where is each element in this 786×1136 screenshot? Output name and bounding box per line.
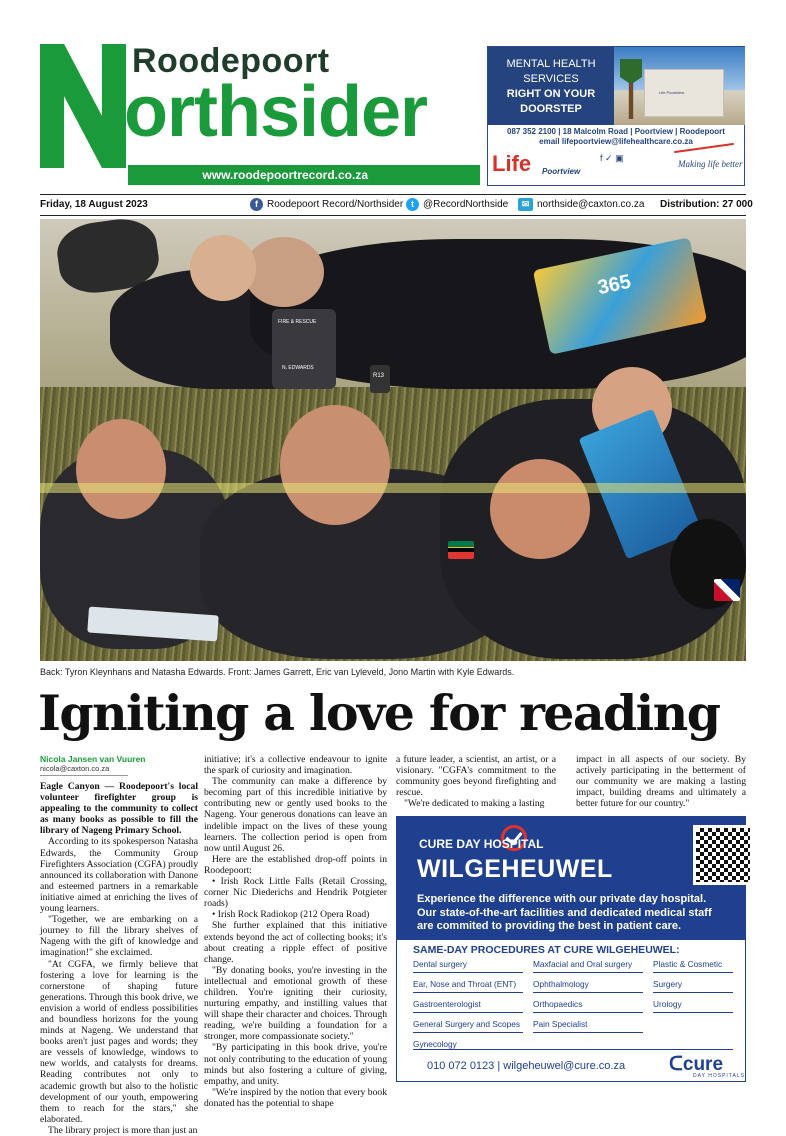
face-kyle: [490, 459, 590, 559]
name-tag: N. EDWARDS: [282, 365, 314, 371]
pitch-line-3: are commited to providing the best in patient care.: [417, 920, 682, 932]
paragraph: "By participating in this book drive, you're not only contributing to the education of young minds but also fostering a culture of giving, empathy, and unity.: [204, 1042, 387, 1087]
article-column-1: [40, 781, 198, 1136]
face-eric: [280, 405, 390, 525]
procedure-item: Maxfacial and Oral surgery: [533, 959, 643, 973]
procedure-item: Gynecology: [413, 1039, 457, 1049]
twitter-link[interactable]: [406, 197, 508, 213]
facebook-label: Roodepoort Record/Northsider: [267, 199, 404, 210]
qr-code-icon[interactable]: [693, 825, 753, 885]
building-image: [644, 69, 724, 117]
uk-flag-icon: [714, 579, 740, 601]
paragraph: "We're dedicated to making a lasting: [404, 798, 545, 810]
photo-caption: Back: Tyron Kleynhans and Natasha Edwards. Front: James Garrett, Eric van Lyleveld, Jono Martin with Kyle Edwards.: [40, 667, 515, 677]
uniform-text: FIRE & RESCUE: [278, 319, 317, 325]
cure-contact[interactable]: 010 072 0123 | wilgeheuwel@cure.co.za: [427, 1060, 626, 1072]
face-james: [76, 419, 166, 519]
cure-logo-text: cure: [682, 1054, 724, 1075]
procedure-item: Dental surgery: [413, 959, 523, 973]
distribution: Distribution: 27 000: [660, 199, 753, 210]
masthead-n-logo: [40, 44, 126, 168]
byline-rule: [40, 775, 128, 776]
poortview-label: Poortview: [542, 167, 581, 176]
paragraph: a future leader, a scientist, an artist, or a visionary. "CGFA's commitment to the community goes beyond firefighting and rescue.: [396, 754, 556, 799]
email-label: northside@caxton.co.za: [537, 199, 645, 210]
procedure-item: Pain Specialist: [533, 1019, 643, 1033]
paragraph: The library project is more than just an: [48, 1124, 198, 1136]
lead-paragraph: Eagle Canyon — Roodepoort's local volunteer firefighter group is appealing to the community to collect as many books as possible to fill the library of Nageng Primary School.: [40, 781, 198, 837]
procedures-heading: SAME-DAY PROCEDURES AT CURE WILGEHEUWEL:: [413, 944, 680, 956]
procedure-item: Plastic & Cosmetic: [653, 959, 733, 973]
life-healthcare-ad[interactable]: [487, 46, 745, 186]
pitch-line-1: Experience the difference with our private day hospital.: [417, 893, 707, 905]
twitter-icon: t: [406, 198, 419, 211]
cure-ad-header: [397, 817, 745, 940]
face-tyron: [190, 235, 256, 301]
face-natasha: [244, 237, 324, 307]
cure-logo-icon: ᑕ: [669, 1054, 683, 1075]
ad-headline-block: [488, 47, 614, 125]
cure-title-1: CURE DAY HOSPITAL: [419, 837, 544, 851]
number-tag: R13: [373, 373, 385, 379]
cure-pitch: [417, 893, 712, 934]
linkedin-icon[interactable]: ▣: [615, 153, 624, 163]
building-sign: Life Poortview: [659, 90, 685, 95]
ad-line-1: MENTAL HEALTH: [506, 58, 596, 70]
number-badge: [370, 365, 390, 393]
facebook-link[interactable]: [250, 197, 403, 213]
masthead-url[interactable]: www.roodepoortrecord.co.za: [128, 165, 480, 185]
procedure-item: Ear, Nose and Throat (ENT): [413, 979, 523, 993]
article-headline: Igniting a love for reading: [38, 684, 720, 742]
ad-building-photo: [614, 47, 745, 125]
article-column-4: [576, 754, 746, 809]
paragraph: "By donating books, you're investing in the intellectual and emotional growth of these children. You're igniting their curiosity, nurturing empathy, and instilling values that will shape their character and choices. Through reading, we're building a foundation for a stronger, more compassionate society.": [204, 964, 387, 1043]
ad-line-4: DOORSTEP: [520, 103, 582, 115]
procedure-item: Urology: [653, 999, 733, 1013]
drop-off-point: • Irish Rock Little Falls (Retail Crossing, corner Nic Diederichs and Hendrik Potgieter roads): [204, 876, 387, 910]
uniform-badge: [272, 309, 336, 389]
cure-hospital-ad[interactable]: [396, 816, 746, 1082]
twitter-label: @RecordNorthside: [423, 199, 509, 210]
article-column-2: [204, 754, 387, 1109]
masthead-northsider: orthsider: [124, 72, 428, 152]
byline-email[interactable]: nicola@caxton.co.za: [40, 764, 110, 773]
drop-off-point: • Irish Rock Radiokop (212 Opera Road): [212, 909, 370, 921]
facebook-icon[interactable]: f: [600, 153, 603, 163]
ad-tagline: Making life better: [678, 159, 743, 169]
procedure-item: Gastroenterologist: [413, 999, 523, 1013]
ad-contact: 087 352 2100 | 18 Malcolm Road | Poortview | Roodepoort: [507, 127, 725, 136]
paragraph: Here are the established drop-off points in Roodepoort:: [204, 853, 387, 876]
procedure-item: General Surgery and Scopes: [413, 1019, 523, 1033]
sa-flag-icon: [448, 541, 474, 559]
paragraph: "We're inspired by the notion that every book donated has the potential to shape: [204, 1086, 387, 1109]
ad-email[interactable]: email lifepoortview@lifehealthcare.co.za: [539, 137, 693, 146]
pitch-line-2: Our state-of-the-art facilities and dedicated medical staff: [417, 906, 712, 919]
paragraph: impact in all aspects of our society. By actively participating in the betterment of our community we are making a lasting impact, building dreams and ultimately a better future for our country.": [576, 754, 746, 810]
ad-line-2: SERVICES: [523, 73, 579, 85]
article-column-3: [396, 754, 556, 809]
procedure-item: Surgery: [653, 979, 733, 993]
paragraph: The community can make a difference by becoming part of this incredible initiative by contributing new or gently used books to the Nageng. Your generous donations can leave an indelible impact on the lives of these young learners. The collection period is open from now until August 26.: [204, 776, 387, 854]
article-lead: [40, 781, 198, 836]
twitter-icon[interactable]: ✓: [605, 153, 613, 163]
ad-line-3: RIGHT ON YOUR: [506, 88, 596, 100]
paragraph: "Together, we are embarking on a journey to fill the library shelves of Nageng with the gift of knowledge and imagination!" she exclaimed.: [40, 914, 198, 959]
issue-date: Friday, 18 August 2023: [40, 199, 148, 210]
firefighters-photo: [40, 219, 746, 661]
cure-footer-rule: [413, 1049, 733, 1050]
life-logo: [492, 151, 531, 177]
paragraph: According to its spokesperson Natasha Edwards, the Community Group Firefighters Association (CGFA) proudly announced its collaboration with Danone and esteemed partners in a remarkable initiative aimed at enriching the lives of young learners.: [40, 836, 198, 915]
email-icon: ✉: [518, 198, 533, 211]
paragraph: initiative; it's a collective endeavour to ignite the spark of curiosity and imagination.: [204, 754, 387, 777]
byline-author: Nicola Jansen van Vuuren: [40, 754, 146, 764]
top-rule: [40, 194, 746, 195]
cure-title-2: WILGEHEUWEL: [417, 855, 613, 883]
life-logo-text: Life: [492, 151, 532, 176]
masthead-roodepoort: Roodepoort: [132, 42, 330, 80]
cure-logo-sub: DAY HOSPITALS: [693, 1073, 745, 1079]
info-rule: [40, 215, 746, 216]
reflective-stripe: [40, 483, 746, 493]
paragraph: "At CGFA, we firmly believe that fostering a love for learning is the cornerstone of shaping future generations. Through this book drive, we envision a world of endless possibilities and boundless horizons for the young minds at Nageng. We understand that books aren't just pages and words; they are vessels of knowledge, windows to new worlds, and catalysts for dreams. Reading contributes not only to academic growth but also to the holistic development of our youth, empowering them to reach for the stars," she elaborated.: [40, 958, 198, 1125]
email-link[interactable]: [518, 197, 644, 213]
social-icons[interactable]: [600, 153, 624, 164]
procedure-item: Ophthalmology: [533, 979, 643, 993]
procedure-item: Orthopaedics: [533, 999, 643, 1013]
paragraph: She further explained that this initiative extends beyond the act of collecting books; it's about creating a ripple effect of positive change.: [204, 920, 387, 965]
palm-tree-icon: [620, 59, 642, 119]
facebook-icon: f: [250, 198, 263, 211]
book-title: 365: [595, 270, 633, 300]
